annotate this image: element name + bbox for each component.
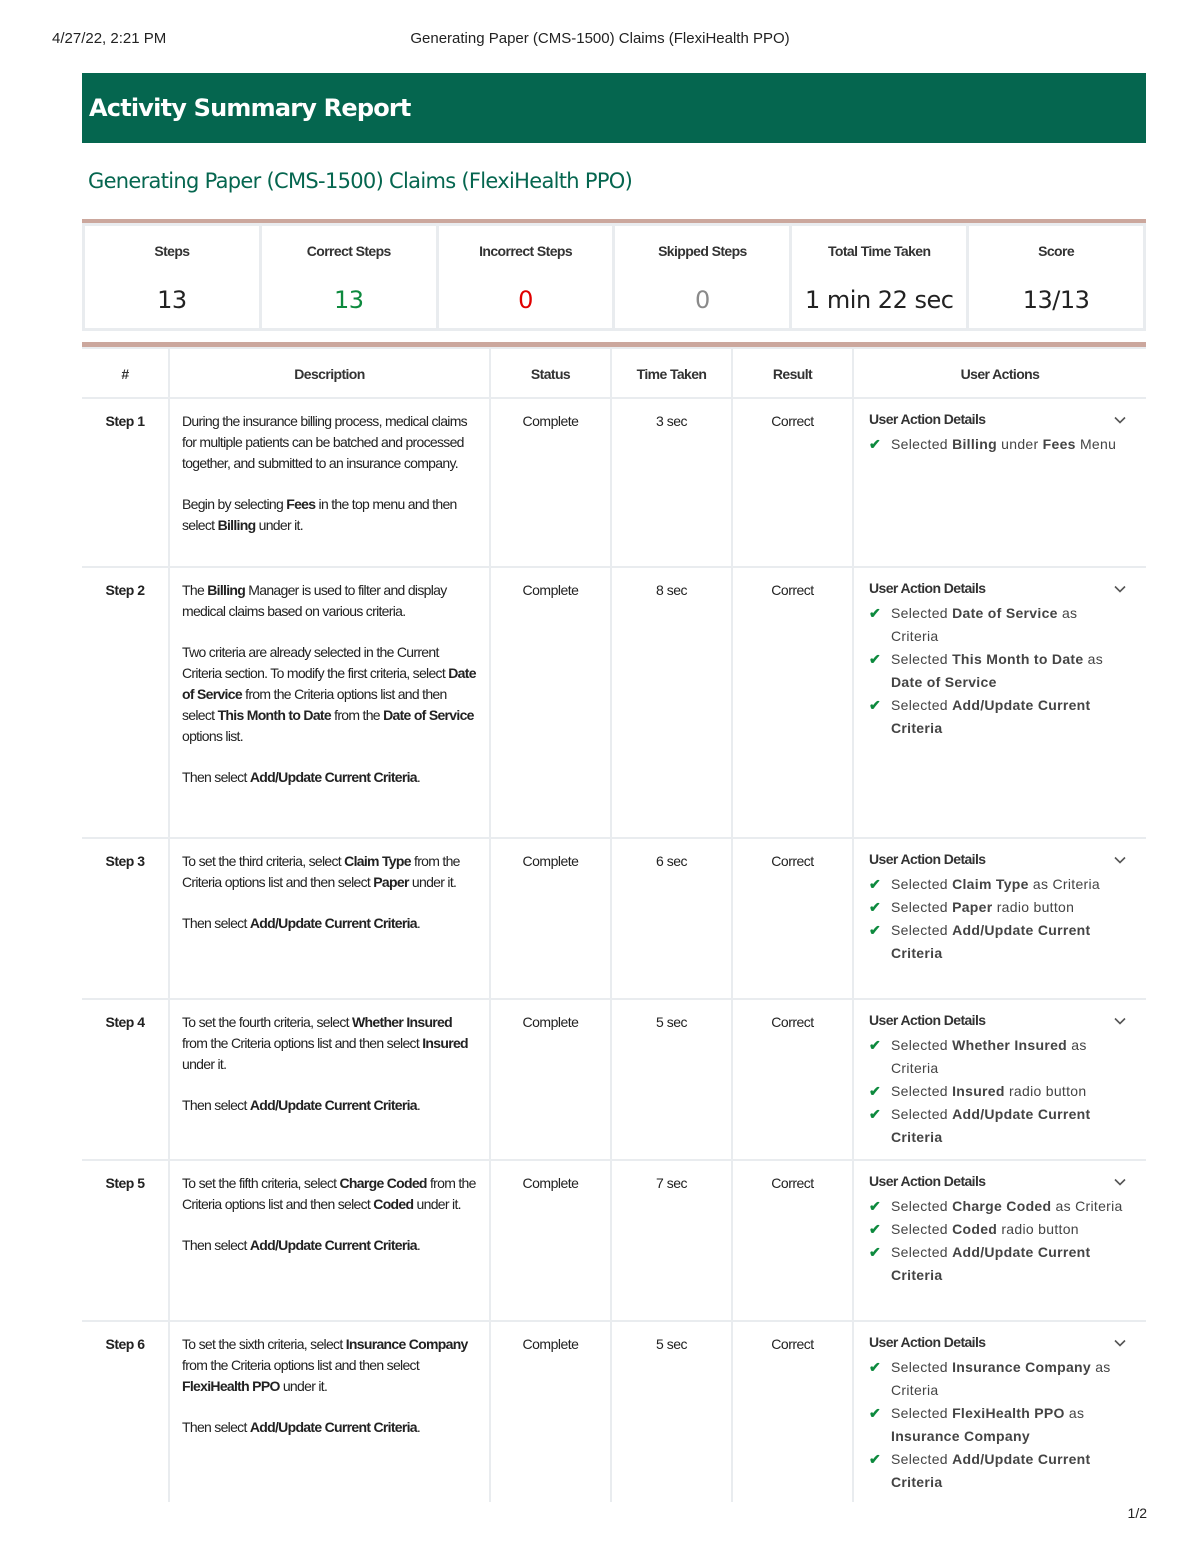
step-description <box>170 1322 489 1502</box>
stat-correct-steps <box>262 226 436 328</box>
step-status: Complete <box>491 839 610 998</box>
check-icon: ✔ <box>869 1037 882 1053</box>
step-result: Correct <box>733 1322 852 1502</box>
stat-steps <box>85 226 259 328</box>
step-time-taken: 7 sec <box>612 1161 731 1320</box>
stat-incorrect-label: Incorrect Steps <box>479 243 573 259</box>
user-actions-cell <box>854 568 1146 837</box>
user-action-text: Selected Add/Update Current Criteria <box>891 1451 1091 1490</box>
chevron-down-icon[interactable] <box>1114 1333 1126 1354</box>
user-action-text: Selected FlexiHealth PPO as Insurance Company <box>891 1405 1085 1444</box>
description-paragraph: To set the sixth criteria, select Insurance Company from the Criteria options list and then select FlexiHealth PPO under it. <box>182 1336 468 1394</box>
step-time-taken: 5 sec <box>612 1000 731 1159</box>
table-row <box>82 1161 1146 1320</box>
step-number: Step 5 <box>82 1161 168 1320</box>
step-description <box>170 399 489 566</box>
user-action-item <box>869 1448 1124 1494</box>
header-result: Result <box>733 349 852 397</box>
steps-table <box>82 342 1146 1502</box>
user-action-text: Selected Insurance Company as Criteria <box>891 1359 1111 1398</box>
report-banner <box>82 73 1146 143</box>
stat-skipped-value: 0 <box>695 286 710 314</box>
check-icon: ✔ <box>869 1405 882 1421</box>
user-action-item <box>869 1080 1124 1103</box>
stat-skipped-steps <box>615 226 789 328</box>
check-icon: ✔ <box>869 697 882 713</box>
stat-correct-label: Correct Steps <box>306 243 391 259</box>
check-icon: ✔ <box>869 1359 882 1375</box>
user-action-item <box>869 1218 1124 1241</box>
user-action-text: Selected Add/Update Current Criteria <box>891 697 1091 736</box>
user-action-text: Selected Coded radio button <box>891 1221 1079 1237</box>
description-paragraph: Then select Add/Update Current Criteria. <box>182 915 421 931</box>
print-date: 4/27/22, 2:21 PM <box>52 30 167 47</box>
user-action-item <box>869 873 1124 896</box>
user-action-list <box>869 433 1124 456</box>
step-time-taken: 6 sec <box>612 839 731 998</box>
chevron-down-icon[interactable] <box>1114 579 1126 600</box>
user-action-list <box>869 1195 1124 1287</box>
user-action-list <box>869 873 1124 965</box>
stat-correct-value: 13 <box>333 286 364 314</box>
header-description: Description <box>170 349 489 397</box>
stat-time-label: Total Time Taken <box>828 243 931 259</box>
step-description <box>170 568 489 837</box>
description-paragraph: To set the third criteria, select Claim Type from the Criteria options list and then select Paper under it. <box>182 853 460 890</box>
user-actions-cell <box>854 1000 1146 1159</box>
user-action-text: Selected Add/Update Current Criteria <box>891 1106 1091 1145</box>
user-action-item <box>869 1034 1124 1080</box>
user-action-details-label: User Action Details <box>869 411 986 427</box>
table-row <box>82 839 1146 998</box>
step-time-taken: 5 sec <box>612 1322 731 1502</box>
steps-table-body <box>82 399 1146 1502</box>
step-result: Correct <box>733 1000 852 1159</box>
print-header <box>52 30 1148 50</box>
stat-incorrect-steps <box>439 226 613 328</box>
user-action-text: Selected Date of Service as Criteria <box>891 605 1078 644</box>
description-paragraph: Then select Add/Update Current Criteria. <box>182 1419 421 1435</box>
step-result: Correct <box>733 568 852 837</box>
user-action-details-toggle[interactable] <box>869 1010 1124 1034</box>
user-action-details-label: User Action Details <box>869 1334 986 1350</box>
user-action-item <box>869 694 1124 740</box>
user-action-item <box>869 1356 1124 1402</box>
header-number: # <box>82 349 168 397</box>
description-paragraph: Begin by selecting Fees in the top menu and then select Billing under it. <box>182 496 457 533</box>
user-action-details-toggle[interactable] <box>869 409 1124 433</box>
check-icon: ✔ <box>869 876 882 892</box>
user-action-details-label: User Action Details <box>869 1173 986 1189</box>
user-action-text: Selected Charge Coded as Criteria <box>891 1198 1123 1214</box>
stat-score-label: Score <box>1038 243 1075 259</box>
user-action-item <box>869 919 1124 965</box>
user-actions-cell <box>854 1322 1146 1502</box>
check-icon: ✔ <box>869 436 882 452</box>
check-icon: ✔ <box>869 651 882 667</box>
steps-table-header <box>82 349 1146 397</box>
check-icon: ✔ <box>869 1106 882 1122</box>
user-action-text: Selected This Month to Date as Date of Service <box>891 651 1104 690</box>
user-action-item <box>869 648 1124 694</box>
table-row <box>82 568 1146 837</box>
summary-stats <box>82 219 1146 331</box>
table-row <box>82 1322 1146 1502</box>
description-paragraph: During the insurance billing process, medical claims for multiple patients can be batched and processed together, and submitted to an insurance company. <box>182 413 467 471</box>
chevron-down-icon[interactable] <box>1114 850 1126 871</box>
check-icon: ✔ <box>869 1221 882 1237</box>
stat-total-time <box>792 226 966 328</box>
user-actions-cell <box>854 399 1146 566</box>
stat-skipped-label: Skipped Steps <box>658 243 747 259</box>
description-paragraph: Then select Add/Update Current Criteria. <box>182 1237 421 1253</box>
user-action-details-toggle[interactable] <box>869 578 1124 602</box>
step-time-taken: 3 sec <box>612 399 731 566</box>
description-paragraph: To set the fourth criteria, select Whether Insured from the Criteria options list and then select Insured under it. <box>182 1014 468 1072</box>
description-paragraph: Then select Add/Update Current Criteria. <box>182 769 421 785</box>
user-action-details-toggle[interactable] <box>869 1332 1124 1356</box>
step-result: Correct <box>733 839 852 998</box>
user-action-item <box>869 896 1124 919</box>
check-icon: ✔ <box>869 1451 882 1467</box>
step-number: Step 2 <box>82 568 168 837</box>
user-action-details-label: User Action Details <box>869 1012 986 1028</box>
user-action-details-label: User Action Details <box>869 851 986 867</box>
user-action-details-toggle[interactable] <box>869 1171 1124 1195</box>
user-action-text: Selected Paper radio button <box>891 899 1075 915</box>
user-action-list <box>869 1034 1124 1149</box>
header-status: Status <box>491 349 610 397</box>
user-action-list <box>869 602 1124 740</box>
user-action-item <box>869 433 1124 456</box>
description-paragraph: Two criteria are already selected in the Current Criteria section. To modify the first criteria, select Date of Service from the Criteria options list and then select This Month to Date from the Date of Service options list. <box>182 644 476 744</box>
user-action-item <box>869 1402 1124 1448</box>
user-action-text: Selected Add/Update Current Criteria <box>891 922 1091 961</box>
step-status: Complete <box>491 399 610 566</box>
step-number: Step 1 <box>82 399 168 566</box>
description-paragraph: To set the fifth criteria, select Charge Coded from the Criteria options list and then select Coded under it. <box>182 1175 476 1212</box>
user-action-list <box>869 1356 1124 1494</box>
user-actions-cell <box>854 1161 1146 1320</box>
check-icon: ✔ <box>869 1198 882 1214</box>
stat-steps-value: 13 <box>157 286 187 314</box>
step-status: Complete <box>491 568 610 837</box>
user-action-details-toggle[interactable] <box>869 849 1124 873</box>
step-number: Step 6 <box>82 1322 168 1502</box>
step-description <box>170 1000 489 1159</box>
step-description <box>170 839 489 998</box>
user-action-item <box>869 1241 1124 1287</box>
header-user-actions: User Actions <box>854 349 1146 397</box>
user-action-text: Selected Add/Update Current Criteria <box>891 1244 1091 1283</box>
user-action-text: Selected Claim Type as Criteria <box>891 876 1101 892</box>
step-time-taken: 8 sec <box>612 568 731 837</box>
stat-incorrect-value: 0 <box>518 286 533 314</box>
page-number: 1/2 <box>1127 1505 1147 1521</box>
chevron-down-icon[interactable] <box>1114 410 1126 431</box>
user-action-item <box>869 1195 1124 1218</box>
table-row <box>82 399 1146 566</box>
check-icon: ✔ <box>869 899 882 915</box>
table-row <box>82 1000 1146 1159</box>
check-icon: ✔ <box>869 605 882 621</box>
check-icon: ✔ <box>869 1083 882 1099</box>
user-action-text: Selected Whether Insured as Criteria <box>891 1037 1087 1076</box>
user-actions-cell <box>854 839 1146 998</box>
stat-steps-label: Steps <box>154 243 190 259</box>
user-action-details-label: User Action Details <box>869 580 986 596</box>
step-number: Step 3 <box>82 839 168 998</box>
stat-score <box>969 226 1143 328</box>
stat-time-value: 1 min 22 sec <box>805 286 954 314</box>
user-action-item <box>869 1103 1124 1149</box>
step-status: Complete <box>491 1322 610 1502</box>
header-time-taken: Time Taken <box>612 349 731 397</box>
check-icon: ✔ <box>869 1244 882 1260</box>
activity-title: Generating Paper (CMS-1500) Claims (FlexiHealth PPO) <box>88 169 633 193</box>
step-status: Complete <box>491 1000 610 1159</box>
step-result: Correct <box>733 399 852 566</box>
step-number: Step 4 <box>82 1000 168 1159</box>
step-status: Complete <box>491 1161 610 1320</box>
description-paragraph: The Billing Manager is used to filter and display medical claims based on various criteria. <box>182 582 447 619</box>
report-title: Activity Summary Report <box>89 94 411 122</box>
user-action-item <box>869 602 1124 648</box>
description-paragraph: Then select Add/Update Current Criteria. <box>182 1097 421 1113</box>
user-action-text: Selected Billing under Fees Menu <box>891 436 1117 452</box>
user-action-text: Selected Insured radio button <box>891 1083 1087 1099</box>
step-result: Correct <box>733 1161 852 1320</box>
stat-score-value: 13/13 <box>1022 286 1090 314</box>
check-icon: ✔ <box>869 922 882 938</box>
print-document-title: Generating Paper (CMS-1500) Claims (FlexiHealth PPO) <box>410 30 790 47</box>
chevron-down-icon[interactable] <box>1114 1172 1126 1193</box>
chevron-down-icon[interactable] <box>1114 1011 1126 1032</box>
step-description <box>170 1161 489 1320</box>
